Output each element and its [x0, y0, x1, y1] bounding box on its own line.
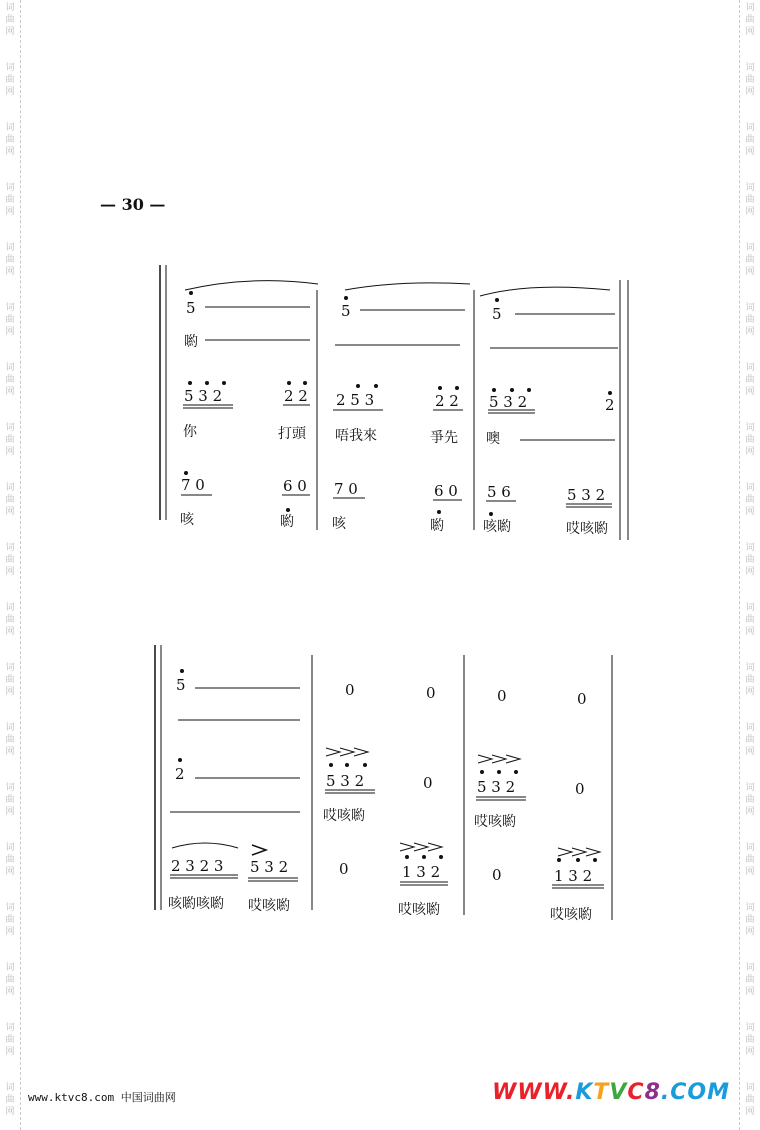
note: 5 3 2	[567, 486, 606, 504]
watermark-text: 词 曲 网	[745, 1023, 755, 1057]
watermark-text: 词 曲 网	[745, 723, 755, 757]
watermark-text: 词 曲 网	[745, 423, 755, 457]
watermark-text: 词 曲 网	[5, 663, 15, 697]
watermark-text: 词 曲 网	[745, 963, 755, 997]
brand-logo-letter: .COM	[660, 1080, 730, 1105]
lyric: 噢	[486, 431, 500, 447]
accent-marks	[558, 848, 600, 856]
lyric: 哎咳喲	[474, 814, 516, 830]
note: 0	[426, 684, 436, 702]
note: 0	[497, 687, 507, 705]
watermark-text: 词 曲 网	[5, 243, 15, 277]
watermark-text: 词 曲 网	[745, 363, 755, 397]
note: 7 0	[181, 476, 205, 494]
lyric: 咳喲咳喲	[168, 896, 224, 912]
lyric: 喲	[184, 334, 198, 350]
watermark-text: 词 曲 网	[745, 123, 755, 157]
note: 5 3 2	[477, 778, 516, 796]
note: 6 0	[434, 482, 458, 500]
lyric: 咳喲	[483, 519, 511, 535]
note: 2 5 3	[336, 391, 375, 409]
lyric: 唔我來	[335, 428, 377, 444]
watermark-text: 词 曲 网	[745, 183, 755, 217]
watermark-text: 词 曲 网	[5, 963, 15, 997]
lyric: 哎咳喲	[566, 521, 608, 537]
watermark-text: 词 曲 网	[745, 903, 755, 937]
watermark-text: 词 曲 网	[745, 603, 755, 637]
watermark-text: 词 曲 网	[5, 1023, 15, 1057]
accent-marks	[400, 843, 442, 851]
brand-logo-letter: WWW.	[492, 1080, 576, 1105]
note: 0	[575, 780, 585, 798]
note: 1 3 2	[402, 863, 441, 881]
slur	[345, 283, 470, 290]
accent-marks	[326, 748, 368, 756]
lyric: 哎咳喲	[248, 898, 290, 914]
note: 0	[423, 774, 433, 792]
note: 2 3 2 3	[171, 857, 224, 875]
lyric: 咳	[180, 512, 194, 528]
note: 6 0	[283, 477, 307, 495]
note: 5 6	[487, 483, 511, 501]
watermark-text: 词 曲 网	[5, 1083, 15, 1117]
note: 5 3 2	[326, 772, 365, 790]
lyric: 哎咳喲	[323, 808, 365, 824]
watermark-text: 词 曲 网	[745, 243, 755, 277]
lyric: 打頭	[278, 426, 306, 442]
watermark-text: 词 曲 网	[5, 423, 15, 457]
watermark-text: 词 曲 网	[745, 483, 755, 517]
note: 0	[345, 681, 355, 699]
watermark-text: 词 曲 网	[745, 303, 755, 337]
watermark-text: 词 曲 网	[745, 63, 755, 97]
watermark-text: 词 曲 网	[5, 363, 15, 397]
note: 2 2	[284, 387, 308, 405]
slur	[480, 287, 610, 296]
watermark-text: 词 曲 网	[745, 663, 755, 697]
note: 2 2	[435, 392, 459, 410]
accent-marks	[252, 845, 266, 855]
watermark-text: 词 曲 网	[5, 603, 15, 637]
watermark-text: 词 曲 网	[5, 63, 15, 97]
note: 5	[176, 676, 186, 694]
lyric: 爭先	[430, 430, 458, 446]
note: 5 3 2	[250, 858, 289, 876]
note: 0	[492, 866, 502, 884]
footer-brand-logo	[492, 1080, 730, 1105]
note: 2	[175, 765, 185, 783]
brand-logo-letter: K	[575, 1080, 594, 1105]
lyric: 哎咳喲	[550, 907, 592, 923]
watermark-text: 词 曲 网	[745, 543, 755, 577]
note: 7 0	[334, 480, 358, 498]
lyric: 喲	[430, 518, 444, 534]
lyric: 你	[183, 424, 197, 440]
note: 5	[186, 299, 196, 317]
slur	[185, 281, 318, 290]
footer-site-text: www.ktvc8.com 中国词曲网	[28, 1091, 176, 1104]
watermark-text: 词 曲 网	[5, 483, 15, 517]
watermark-text: 词 曲 网	[5, 843, 15, 877]
brand-logo-letter: 8	[644, 1080, 661, 1105]
note: 5	[492, 305, 502, 323]
watermark-text: 词 曲 网	[5, 123, 15, 157]
brand-logo-letter: V	[609, 1080, 628, 1105]
watermark-text: 词 曲 网	[745, 843, 755, 877]
note: 0	[339, 860, 349, 878]
note: 5 3 2	[489, 393, 528, 411]
lyric: 哎咳喲	[398, 902, 440, 918]
slur	[172, 843, 238, 848]
watermark-text: 词 曲 网	[5, 543, 15, 577]
watermark-text: 词 曲 网	[5, 903, 15, 937]
brand-logo-letter: T	[593, 1080, 610, 1105]
note: 5 3 2	[184, 387, 223, 405]
watermark-text: 词 曲 网	[745, 1083, 755, 1117]
note: 5	[341, 302, 351, 320]
lyric: 咳	[332, 516, 346, 532]
accent-marks	[478, 755, 520, 763]
note: 2	[605, 396, 615, 414]
note: 1 3 2	[554, 867, 593, 885]
watermark-text: 词 曲 网	[5, 183, 15, 217]
watermark-text: 词 曲 网	[745, 3, 755, 37]
brand-logo-letter: C	[627, 1080, 645, 1105]
octave-dots	[178, 291, 612, 862]
watermark-text: 词 曲 网	[5, 723, 15, 757]
watermark-text: 词 曲 网	[745, 783, 755, 817]
note: 0	[577, 690, 587, 708]
watermark-text: 词 曲 网	[5, 303, 15, 337]
lyric: 喲	[280, 514, 294, 530]
watermark-text: 词 曲 网	[5, 783, 15, 817]
page-number: — 30 —	[100, 195, 166, 214]
watermark-text: 词 曲 网	[5, 3, 15, 37]
